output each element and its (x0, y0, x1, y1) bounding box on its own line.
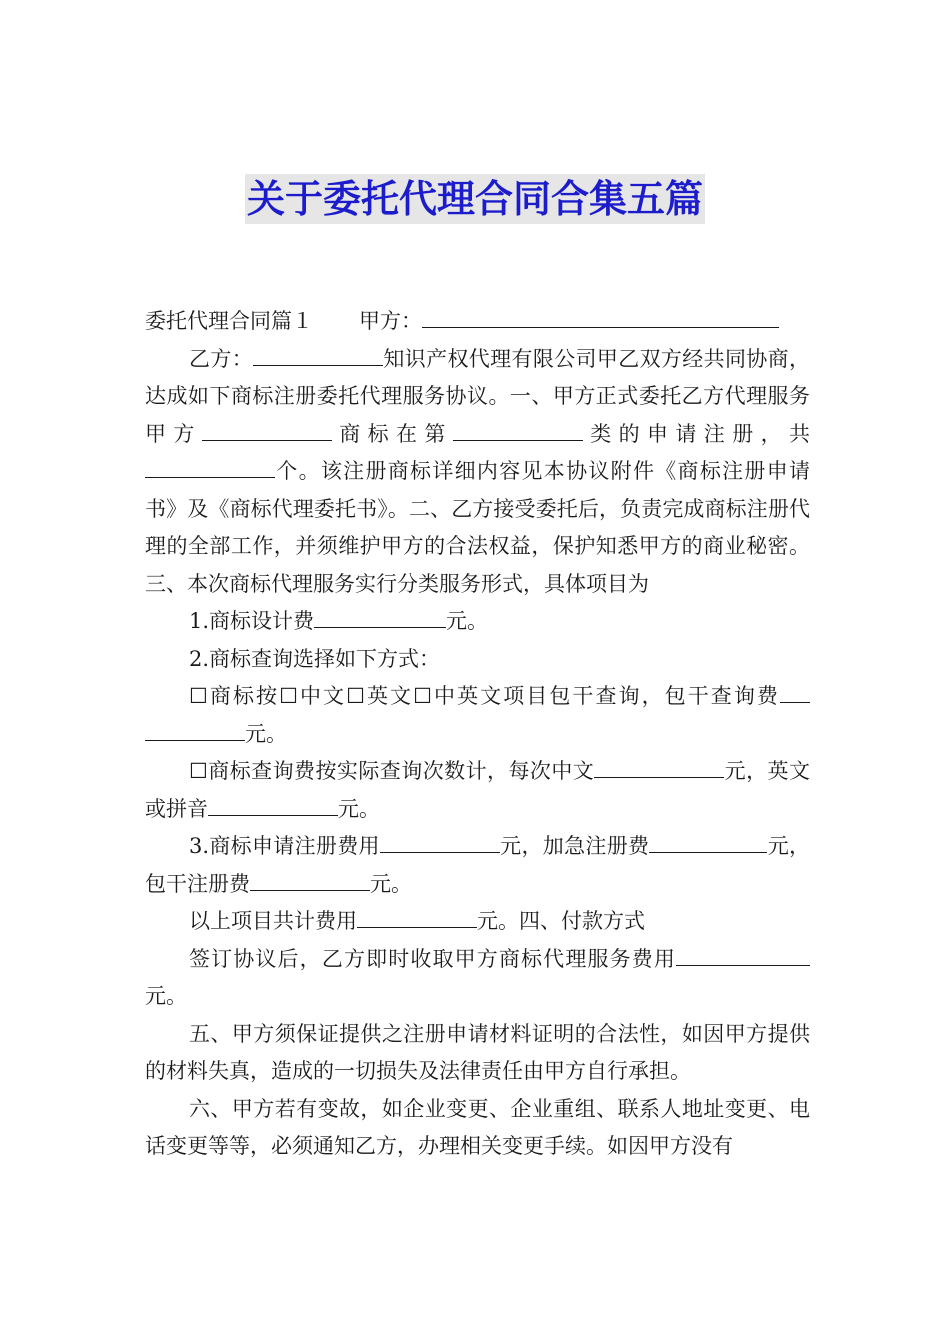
item-2-option-1 (145, 678, 810, 753)
blank-line (145, 453, 275, 478)
payment-line (145, 941, 810, 1016)
item-text: 元。 (446, 609, 489, 633)
item-3 (145, 828, 810, 903)
payment-text: 签订协议后，乙方即时收取甲方商标代理服务费用 (189, 946, 676, 971)
blank-line (594, 753, 724, 778)
blank-line (253, 341, 383, 366)
title-wrap (0, 174, 950, 224)
document-body (145, 303, 810, 1166)
item-1 (145, 603, 810, 641)
blank-line (649, 828, 767, 853)
payment-text: 元。 (145, 984, 187, 1008)
total-line (145, 903, 810, 941)
blank-line (780, 678, 810, 703)
item-text: 2.商标查询选择如下方式： (189, 646, 441, 671)
blank-line (453, 416, 583, 441)
line-heading (145, 303, 810, 341)
party-b-label: 乙方： (189, 346, 254, 371)
total-text: 以上项目共计费用 (189, 909, 357, 933)
blank-line (676, 941, 800, 966)
paragraph-6 (145, 1091, 810, 1166)
document-title: 关于委托代理合同合集五篇 (245, 174, 705, 224)
item-text: 元。 (370, 871, 412, 896)
paragraph-text: 类的申请注册，共 (582, 421, 811, 446)
blank-line (422, 303, 779, 328)
paragraph-text: 五、甲方须保证提供之注册申请材料证明的合法性，如因甲方提供的材料失真，造成的一切损失及法律责任由甲方自行承担。 (145, 1021, 810, 1083)
party-a-label: 甲方： (359, 309, 422, 333)
blank-line (314, 603, 446, 628)
paragraph-text: 商标在第 (331, 421, 453, 446)
paragraph-1 (145, 341, 810, 604)
contract-heading: 委托代理合同篇１ (145, 309, 313, 333)
blank-line (202, 416, 332, 441)
blank-line (208, 791, 338, 816)
item-text: 3.商标申请注册费用 (189, 834, 380, 858)
item-text: ☐商标查询费按实际查询次数计，每次中文 (189, 759, 595, 783)
item-text: 元，加急注册费 (499, 834, 650, 858)
item-2 (145, 641, 810, 679)
paragraph-text: 六、甲方若有变故，如企业变更、企业重组、联系人地址变更、电话变更等等，必须通知乙方，办理相关变更手续。如因甲方没有 (145, 1096, 810, 1158)
item-text: 元。 (338, 796, 380, 821)
item-text: ☐商标按☐中文☐英文☐中英文项目包干查询，包干查询费 (189, 684, 780, 708)
item-text: 元。 (245, 721, 287, 746)
item-text: 1.商标设计费 (189, 609, 315, 633)
blank-line (800, 941, 810, 966)
item-2-option-2 (145, 753, 810, 828)
blank-line (380, 828, 500, 853)
paragraph-text: 知识产权代理有限公司甲乙双方经共同协商，达成如下商标注册委托代理服务协议。一、甲方正式委托乙方代理服务甲方 (145, 346, 811, 446)
blank-line (145, 716, 245, 741)
blank-line (357, 903, 477, 928)
item-text: 元，英文或拼音 (145, 759, 811, 821)
paragraph-text: 个。该注册商标详细内容见本协议附件《商标注册申请书》及《商标代理委托书》。二、乙方接受委托后，负责完成商标注册代理的全部工作，并须维护甲方的合法权益，保护知悉甲方的商业秘密。三、本次商标代理服务实行分类服务形式，具体项目为 (145, 459, 810, 596)
total-text: 元。四、付款方式 (477, 909, 645, 933)
paragraph-5 (145, 1016, 810, 1091)
item-text: 元，包干注册费 (145, 834, 811, 896)
blank-line (250, 866, 370, 891)
